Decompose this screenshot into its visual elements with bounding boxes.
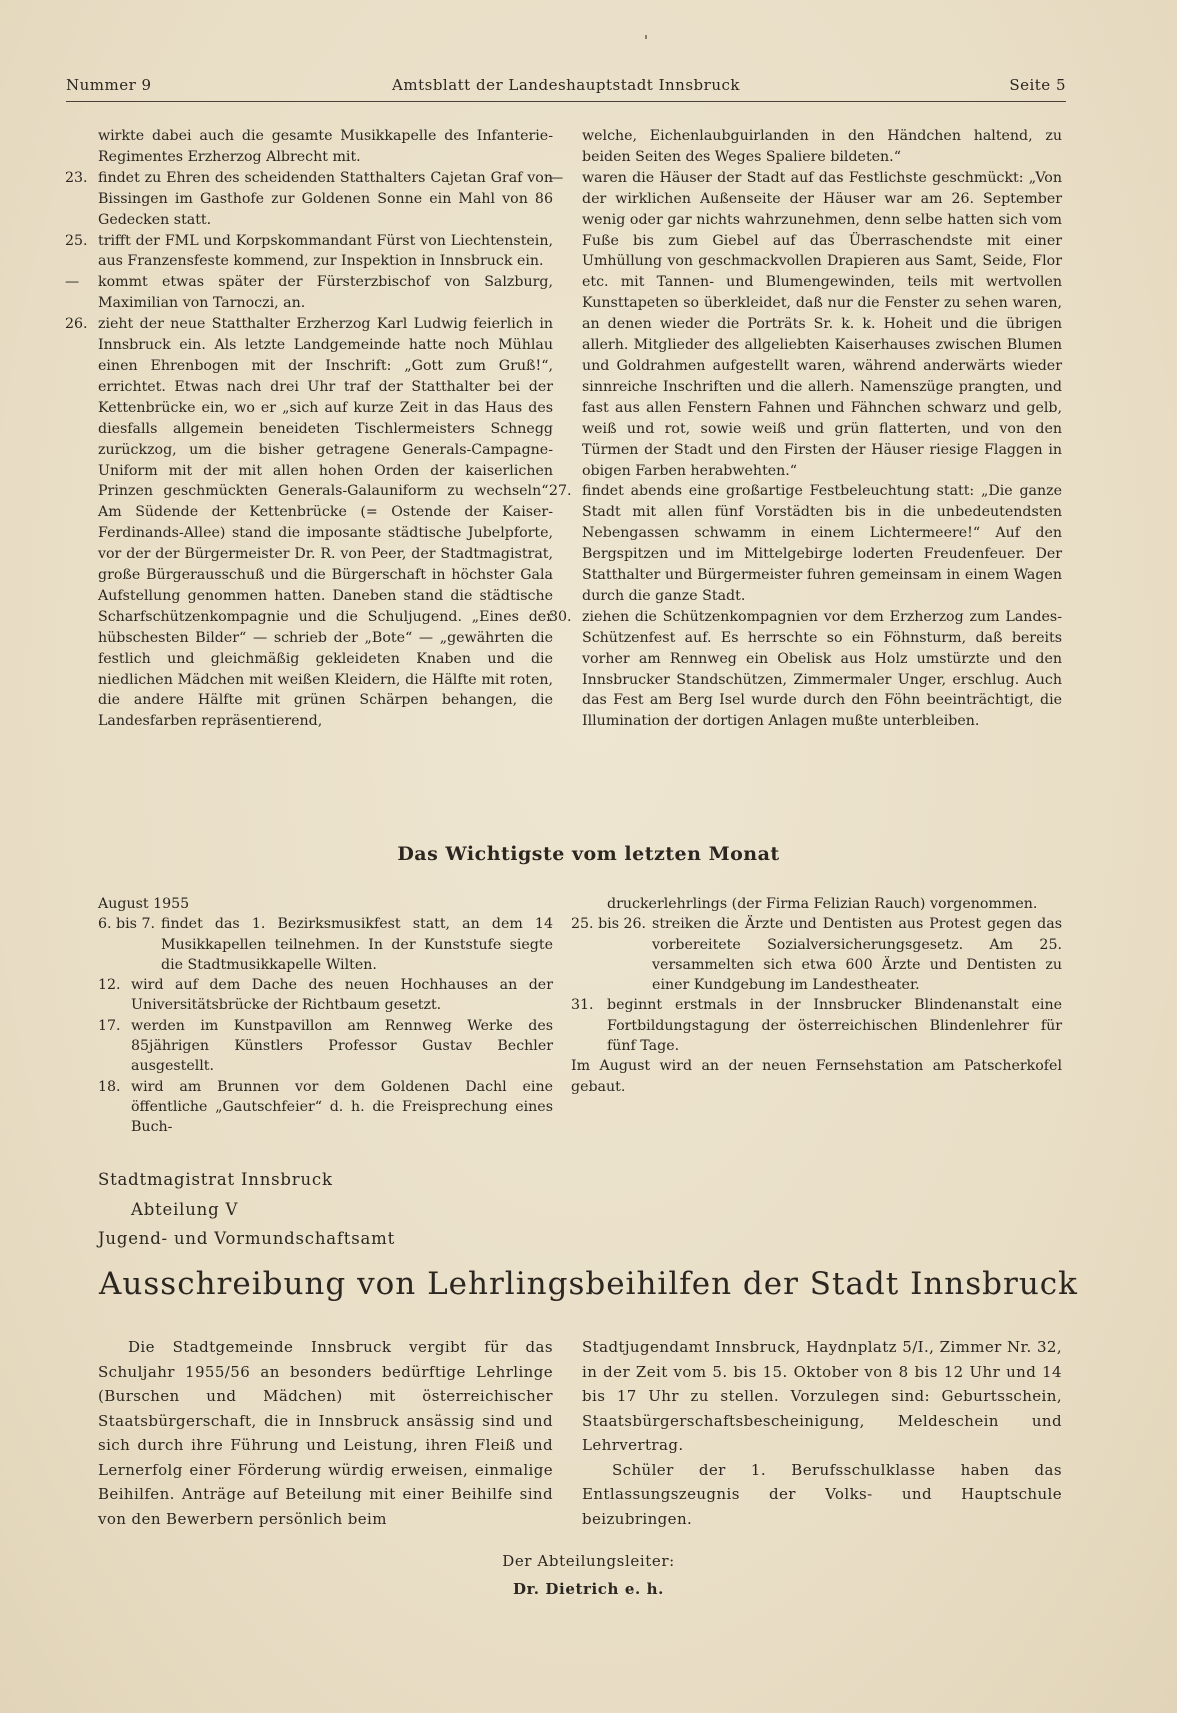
signature-name: Dr. Dietrich e. h. — [513, 1580, 664, 1598]
entry-day: 25. — [65, 232, 88, 249]
news-entry — [571, 894, 1062, 914]
news-left-column — [98, 894, 553, 1138]
notice-title: Ausschreibung von Lehrlingsbeihilfen der Stadt Innsbruck — [99, 1266, 1078, 1302]
notice-paragraph-1: Die Stadtgemeinde Innsbruck vergibt für das Schuljahr 1955/56 an besonders bedürftige Lehrlinge (Burschen und Mädchen) mit österreichischer Staatsbürgerschaft, die in Innsbruck ansässig sind und sich durch ihre Führung und Leistung, ihren Fleiß und Lernerfolg einer Förderung würdig erweisen, einmalige Beihilfen. Anträge auf Beteilung mit einer Beihilfe sind von den Bewerbern persönlich beim — [98, 1338, 553, 1528]
notice-paragraph-3: Schüler der 1. Berufsschulklasse haben das Entlassungszeugnis der Volks- und Hauptschule beizubringen. — [582, 1460, 1062, 1528]
entry-day: 27. — [549, 483, 572, 500]
entry-day: 25. bis 26. — [571, 916, 647, 933]
signature-title: Der Abteilungsleiter: — [502, 1552, 675, 1570]
news-section-title: Das Wichtigste vom letzten Monat — [397, 843, 780, 865]
entry-day: — — [549, 169, 564, 186]
publication-title: Amtsblatt der Landeshauptstadt Innsbruck — [392, 76, 740, 94]
office-line-1: Stadtmagistrat Innsbruck — [98, 1170, 333, 1189]
entry-day: 26. — [65, 316, 88, 333]
entry-text: findet das 1. Bezirksmusikfest statt, an dem 14 Musikkapellen teilnehmen. In der Kunststufe siegte die Stadtmusikkapelle Wilten. — [161, 916, 553, 973]
news-entry — [98, 1016, 553, 1077]
news-month: August 1955 — [98, 896, 190, 912]
news-entry — [98, 975, 553, 1016]
entry-day: 17. — [98, 1017, 121, 1034]
news-entry — [571, 914, 1062, 995]
entry-text: Im August wird an der neuen Fernsehstation am Patscherkofel gebaut. — [571, 1058, 1062, 1095]
entry-day: 23. — [65, 169, 88, 186]
chronicle-entry — [65, 126, 553, 168]
entry-day: 31. — [571, 997, 594, 1014]
notice-left-column — [98, 1335, 553, 1531]
entry-day: — — [65, 274, 80, 291]
office-line-3: Jugend- und Vormundschaftsamt — [98, 1229, 396, 1248]
entry-text: kommt etwas später der Fürsterzbischof von Salzburg, Maximilian von Tarnoczi, an. — [98, 274, 553, 312]
entry-day — [571, 894, 607, 914]
office-line-2: Abteilung V — [131, 1199, 239, 1219]
header-rule — [66, 101, 1066, 102]
news-entry — [98, 1077, 553, 1138]
entry-text: findet abends eine großartige Festbeleuchtung statt: „Die ganze Stadt mit allen fünf Vorstädten bis in die unbedeutendsten Nebengassen schwamm in einem Lichtermeere!“ Auf den Bergspitzen und im Mittelgebirge loderten Freudenfeuer. Der Statthalter und Bürgermeister fuhren gemeinsam in einem Wagen durch die ganze Stadt. — [582, 483, 1062, 604]
entry-text: wird am Brunnen vor dem Goldenen Dachl eine öffentliche „Gautschfeier“ d. h. die Freisprechung eines Buch- — [131, 1078, 553, 1136]
entry-day — [549, 126, 582, 168]
news-right-column — [571, 894, 1062, 1097]
paper-speck — [645, 35, 647, 39]
entry-text: findet zu Ehren des scheidenden Statthalters Cajetan Graf von Bissingen im Gasthofe zur Goldenen Sonne ein Mahl von 86 Gedecken statt. — [98, 169, 553, 228]
chronicle-entry — [549, 168, 1062, 482]
page-number: Seite 5 — [1009, 76, 1066, 94]
chronicle-left-column — [65, 126, 553, 732]
issue-number: Nummer 9 — [66, 76, 152, 94]
chronicle-entry — [65, 314, 553, 732]
chronicle-entry — [65, 272, 553, 314]
chronicle-entry — [549, 126, 1062, 168]
news-entry — [571, 1056, 1062, 1097]
chronicle-entry — [65, 168, 553, 231]
chronicle-right-column — [549, 126, 1062, 732]
entry-day: 12. — [98, 977, 121, 994]
entry-text: werden im Kunstpavillon am Rennweg Werke des 85jährigen Künstlers Professor Gustav Bechler ausgestellt. — [131, 1017, 553, 1075]
entry-text: beginnt erstmals in der Innsbrucker Blindenanstalt eine Fortbildungstagung der österreichischen Blindenlehrer für fünf Tage. — [607, 997, 1062, 1055]
office-block — [98, 1165, 395, 1254]
entry-day: 6. bis 7. — [98, 916, 155, 933]
entry-text: wird auf dem Dache des neuen Hochhauses an der Universitätsbrücke der Richtbaum gesetzt. — [131, 977, 553, 1014]
notice-paragraph-2: Stadtjugendamt Innsbruck, Haydnplatz 5/I., Zimmer Nr. 32, in der Zeit vom 5. bis 15. Oktober von 8 bis 12 Uhr und 14 bis 17 Uhr zu stellen. Vorzulegen sind: Geburtsschein, Staatsbürgerschaftsbescheinigung, Meldeschein und Lehrvertrag. — [582, 1338, 1062, 1454]
entry-text: welche, Eichenlaubguirlanden in den Händchen haltend, zu beiden Seiten des Weges Spaliere bildeten.“ — [582, 128, 1062, 165]
entry-day — [65, 126, 98, 168]
notice-right-column — [582, 1335, 1062, 1531]
entry-day: 18. — [98, 1078, 121, 1095]
entry-text: waren die Häuser der Stadt auf das Festlichste geschmückt: „Von der wirklichen Außenseite der Häuser war am 26. September wenig oder gar nichts wahrzunehmen, denn selbe hatten sich vom Fuße bis zum Giebel auf das Überraschendste mit einer Umhüllung von geschmackvollen Drapieren aus Samt, Seide, Flor etc. mit Tannen- und Blumengewinden, teils mit wertvollen Kunsttapeten so überkleidet, daß nur die Fenster zu sehen waren, an denen wieder die Porträts Sr. k. k. Hoheit und die übrigen allerh. Mitglieder des allgeliebten Kaiserhauses zwischen Blumen und Goldrahmen aufgestellt waren, während anderwärts wieder sinnreiche Inschriften und die allerh. Namenszüge prangten, und fast aus allen Fenstern Fahnen und Fähnchen schwarz und gelb, weiß und rot, sowie weiß und grün flatterten, und von den Türmen der Stadt und den Firsten der Häuser riesige Flaggen in obigen Farben herabwehten.“ — [582, 169, 1062, 479]
entry-text: zieht der neue Statthalter Erzherzog Karl Ludwig feierlich in Innsbruck ein. Als letzte Landgemeinde hatte noch Mühlau einen Ehrenbogen mit der Inschrift: „Gott zum Gruß!“, errichtet. Etwas nach drei Uhr traf der Statthalter bei der Kettenbrücke ein, wo er „sich auf kurze Zeit in das Haus des diesfalls allgemein beneideten Tischlermeisters Schnegg zurückzog, um die bisher getragene Generals-Campagne-Uniform mit der mit allen hohen Orden der kaiserlichen Prinzen geschmückten Generals-Galauniform zu wechseln“. Am Südende der Kettenbrücke (= Ostende der Kaiser-Ferdinands-Allee) stand die imposante städtische Jubelpforte, vor der der Bürgermeister Dr. R. von Peer, der Stadtmagistrat, große Bürgerausschuß und die Bürgerschaft in höchster Gala Aufstellung genommen hatten. Daneben stand die städtische Scharfschützenkompagnie und die Schuljugend. „Eines der hübschesten Bilder“ — schrieb der „Bote“ — „gewährten die festlich und gleichmäßig gekleideten Knaben und die niedlichen Mädchen mit weißen Kleidern, die Hälfte mit roten, die andere Hälfte mit grünen Schärpen behangen, die Landesfarben repräsentierend, — [98, 316, 553, 730]
entry-text: trifft der FML und Korpskommandant Fürst von Liechtenstein, aus Franzensfeste kommend, zur Inspektion in Innsbruck ein. — [98, 232, 553, 270]
page-header — [66, 76, 1066, 100]
entry-day: 30. — [549, 608, 572, 625]
entry-text: streiken die Ärzte und Dentisten aus Protest gegen das vorbereitete Sozialversicherungsgesetz. Am 25. versammelten sich etwa 600 Ärzte und Dentisten zu einer Kundgebung im Landestheater. — [652, 916, 1062, 994]
news-entry — [98, 914, 553, 975]
news-entry — [571, 995, 1062, 1056]
entry-text: wirkte dabei auch die gesamte Musikkapelle des Infanterie-Regimentes Erzherzog Albrecht mit. — [98, 128, 553, 165]
chronicle-entry — [549, 607, 1062, 732]
entry-text: ziehen die Schützenkompagnien vor dem Erzherzog zum Landes-Schützenfest auf. Es herrschte so ein Föhnsturm, daß bereits vorher am Rennweg ein Obelisk aus Holz umstürzte und den Innsbrucker Standschützen, Zimmermaler Unger, erschlug. Auch das Fest am Berg Isel wurde durch den Föhn beeinträchtigt, die Illumination der dortigen Anlagen mußte unterbleiben. — [582, 608, 1062, 730]
entry-text: druckerlehrlings (der Firma Felizian Rauch) vorgenommen. — [607, 896, 1038, 912]
chronicle-entry — [65, 231, 553, 273]
chronicle-entry — [549, 481, 1062, 606]
